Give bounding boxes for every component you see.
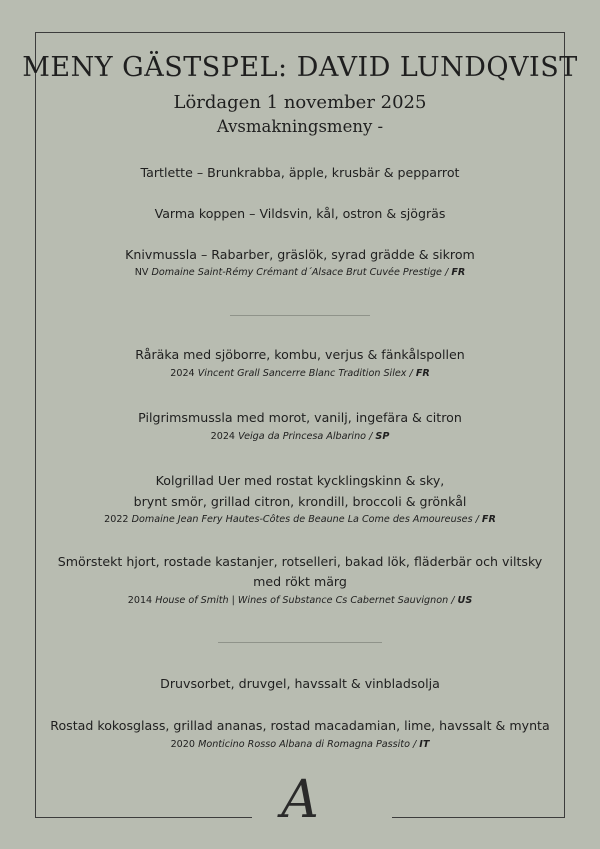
wine-pairing xyxy=(40,738,560,752)
menu-subtitle: Avsmakningsmeny - xyxy=(216,117,384,136)
wine-pairing xyxy=(40,513,560,527)
wine-vintage: 2020 xyxy=(170,739,195,750)
wine-name: Monticino Rosso Albana di Romagna Passito / xyxy=(198,739,417,750)
course-dish: Knivmussla – Rabarber, gräslök, syrad grädde & sikrom xyxy=(125,247,475,262)
wine-vintage: NV xyxy=(134,267,149,278)
section-separator xyxy=(230,315,370,316)
menu-date: Lördagen 1 november 2025 xyxy=(173,92,427,113)
wine-vintage: 2024 xyxy=(170,368,195,379)
course-dish: Råräka med sjöborre, kombu, verjus & fänkålspollen xyxy=(135,347,465,362)
section-separator xyxy=(218,642,382,643)
course-dish: brynt smör, grillad citron, krondill, broccoli & grönkål xyxy=(133,494,467,509)
wine-vintage: 2014 xyxy=(127,595,153,606)
wine-name: House of Smith | Wines of Substance Cs Cabernet Sauvignon / xyxy=(155,595,455,606)
wine-country: US xyxy=(457,595,473,606)
course-dish: Druvsorbet, druvgel, havssalt & vinbladsolja xyxy=(160,676,440,691)
course-dish: Smörstekt hjort, rostade kastanjer, rotselleri, bakad lök, fläderbär och viltsky xyxy=(57,554,543,569)
wine-name: Domaine Jean Fery Hautes-Côtes de Beaune La Come des Amoureuses / xyxy=(131,514,479,525)
course-dish: Kolgrillad Uer med rostat kycklingskinn & sky, xyxy=(155,473,445,488)
wine-vintage: 2024 xyxy=(210,431,236,442)
menu-title: MENY GÄSTSPEL: DAVID LUNDQVIST xyxy=(22,52,578,83)
wine-pairing xyxy=(40,367,560,381)
wine-name: Domaine Saint-Rémy Crémant d´Alsace Brut Cuvée Prestige / xyxy=(151,267,449,278)
wine-country: FR xyxy=(451,267,466,278)
course-dish: Rostad kokosglass, grillad ananas, rostad macadamian, lime, havssalt & mynta xyxy=(50,718,550,733)
wine-country: IT xyxy=(419,739,430,750)
course-dish: Varma koppen – Vildsvin, kål, ostron & sjögräs xyxy=(154,206,446,221)
wine-vintage: 2022 xyxy=(104,514,129,525)
wine-country: FR xyxy=(481,514,496,525)
wine-pairing xyxy=(40,430,560,444)
course-dish: Tartlette – Brunkrabba, äpple, krusbär & pepparrot xyxy=(140,165,460,180)
wine-pairing xyxy=(40,594,560,608)
wine-name: Veiga da Princesa Albarino / xyxy=(238,431,373,442)
course-dish: Pilgrimsmussla med morot, vanilj, ingefära & citron xyxy=(138,410,462,425)
wine-country: FR xyxy=(415,368,430,379)
wine-pairing xyxy=(40,266,560,280)
monogram-logo: A xyxy=(281,770,319,830)
wine-name: Vincent Grall Sancerre Blanc Tradition Silex / xyxy=(197,368,413,379)
wine-country: SP xyxy=(375,431,390,442)
course-dish: med rökt märg xyxy=(253,574,347,589)
